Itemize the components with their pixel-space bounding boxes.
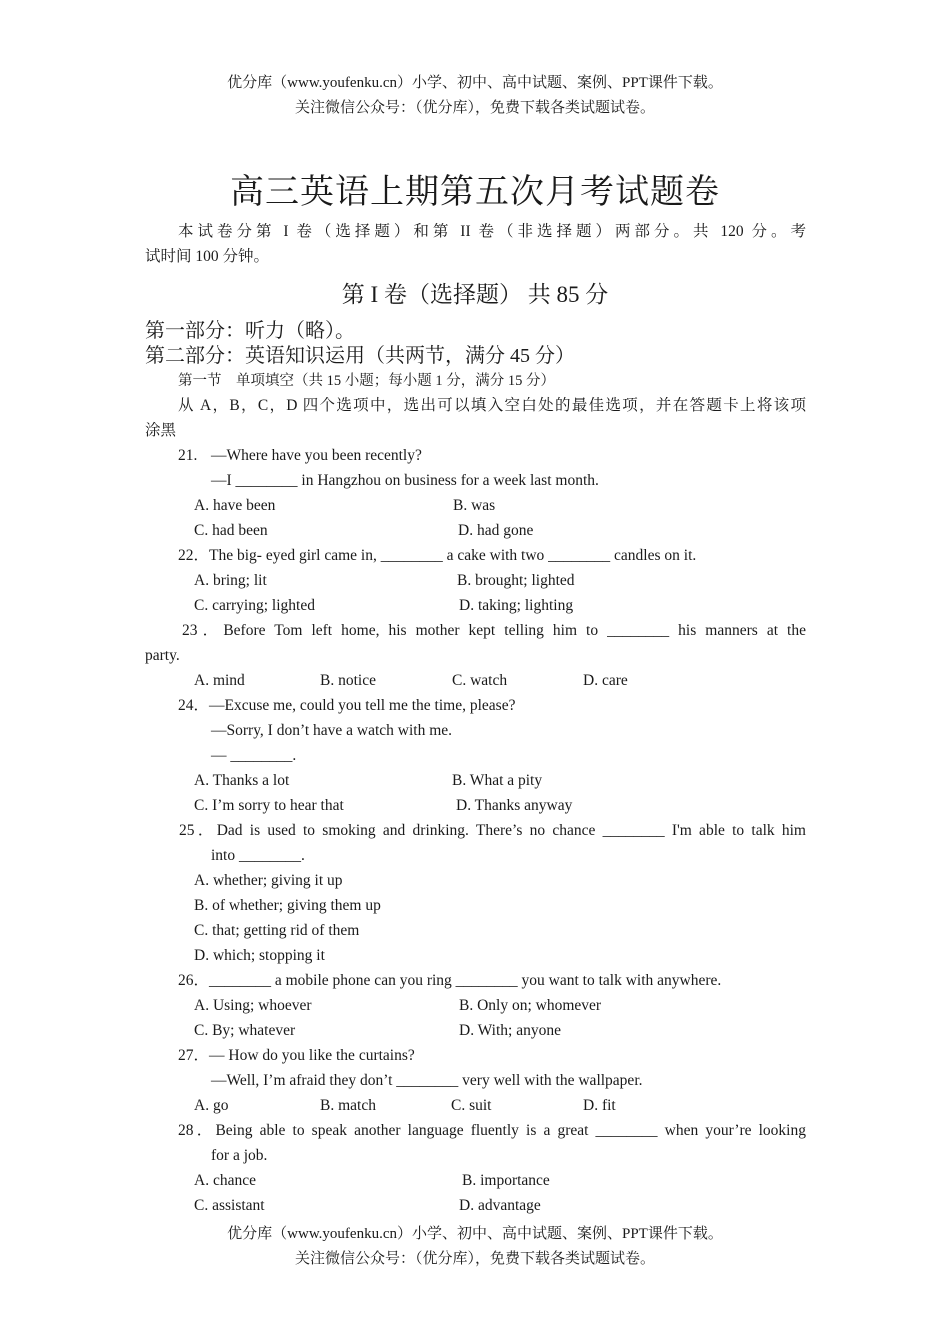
- question-28-option-d: D. advantage: [459, 1197, 541, 1214]
- instruction-line-2: 涂黑: [145, 422, 177, 439]
- question-23-option-b: B. notice: [320, 672, 376, 689]
- part-two-heading: 第二部分：英语知识运用（共两节，满分 45 分）: [145, 345, 575, 367]
- question-27-option-a: A. go: [194, 1097, 229, 1114]
- question-27-option-c: C. suit: [451, 1097, 492, 1114]
- question-27-option-d: D. fit: [583, 1097, 616, 1114]
- instruction-line-1: 从 A，B，C，D 四个选项中，选出可以填入空白处的最佳选项，并在答题卡上将该项: [178, 397, 806, 414]
- question-26-option-c: C. By; whatever: [194, 1022, 296, 1039]
- question-22-line-1: 22．The big- eyed girl came in, ________ a cake with two ________ candles on it.: [178, 547, 697, 564]
- question-23-option-c: C. watch: [452, 672, 508, 689]
- question-24-line-2: —Sorry, I don’t have a watch with me.: [211, 722, 453, 739]
- question-25-option-c: C. that; getting rid of them: [194, 922, 360, 939]
- question-25-line-2: into ________.: [211, 847, 305, 864]
- question-21-option-b: B. was: [453, 497, 496, 514]
- question-22-option-c: C. carrying; lighted: [194, 597, 315, 614]
- question-21-option-a: A. have been: [194, 497, 276, 514]
- question-26-option-b: B. Only on; whomever: [459, 997, 602, 1014]
- question-27-line-2: —Well, I’m afraid they don’t ________ very well with the wallpaper.: [211, 1072, 643, 1089]
- question-22-option-b: B. brought; lighted: [457, 572, 575, 589]
- question-26-option-a: A. Using; whoever: [194, 997, 312, 1014]
- question-21-option-d: D. had gone: [458, 522, 534, 539]
- section-title: 第 I 卷（选择题） 共 85 分: [341, 282, 609, 307]
- question-24-option-b: B. What a pity: [452, 772, 543, 789]
- question-27-line-1: 27．— How do you like the curtains?: [178, 1047, 415, 1064]
- question-21-number: 21.: [178, 447, 198, 464]
- intro-line-2: 试时间 100 分钟。: [145, 248, 270, 265]
- question-23-option-d: D. care: [583, 672, 628, 689]
- question-26-option-d: D. With; anyone: [459, 1022, 561, 1039]
- question-21-line-2: —I ________ in Hangzhou on business for a week last month.: [211, 472, 599, 489]
- question-24-line-1: 24．—Excuse me, could you tell me the time, please?: [178, 697, 516, 714]
- question-23-option-a: A. mind: [194, 672, 245, 689]
- question-25-line-1: 25．Dad is used to smoking and drinking. There’s no chance ________ I'm able to talk him: [179, 822, 806, 839]
- question-24-option-c: C. I’m sorry to hear that: [194, 797, 344, 814]
- question-26-line-1: 26．________ a mobile phone can you ring ________ you want to talk with anywhere.: [178, 972, 722, 989]
- footer-line-2: 关注微信公众号：（优分库），免费下载各类试题试卷。: [294, 1251, 655, 1267]
- question-25-option-d: D. which; stopping it: [194, 947, 325, 964]
- question-24-line-3: — ________.: [211, 747, 297, 764]
- question-25-option-a: A. whether; giving it up: [194, 872, 343, 889]
- question-22-option-a: A. bring; lit: [194, 572, 267, 589]
- subsection-heading: 第一节 单项填空（共 15 小题；每小题 1 分，满分 15 分）: [178, 373, 555, 389]
- question-25-option-b: B. of whether; giving them up: [194, 897, 381, 914]
- part-one-heading: 第一部分：听力（略）。: [145, 320, 355, 342]
- question-28-line-2: for a job.: [211, 1147, 268, 1164]
- question-23-line-2: party.: [145, 647, 180, 664]
- question-28-option-b: B. importance: [462, 1172, 550, 1189]
- question-21-line-1: —Where have you been recently?: [211, 447, 422, 464]
- footer-line-1: 优分库（www.youfenku.cn）小学、初中、高中试题、案例、PPT课件下载。: [227, 1226, 723, 1242]
- intro-line-1: 本试卷分第 I 卷（选择题）和第 II 卷（非选择题）两部分。共 120 分。考: [178, 223, 806, 240]
- question-27-option-b: B. match: [320, 1097, 376, 1114]
- question-28-option-a: A. chance: [194, 1172, 256, 1189]
- question-24-option-d: D. Thanks anyway: [456, 797, 573, 814]
- question-23-line-1: 23．Before Tom left home, his mother kept telling him to ________ his manners at the: [182, 622, 806, 639]
- question-28-option-c: C. assistant: [194, 1197, 265, 1214]
- header-line-2: 关注微信公众号：（优分库），免费下载各类试题试卷。: [294, 100, 655, 116]
- question-28-line-1: 28．Being able to speak another language fluently is a great ________ when your’re looking: [178, 1122, 806, 1139]
- question-24-option-a: A. Thanks a lot: [194, 772, 290, 789]
- page-title: 高三英语上期第五次月考试题卷: [230, 174, 720, 211]
- question-21-option-c: C. had been: [194, 522, 268, 539]
- header-line-1: 优分库（www.youfenku.cn）小学、初中、高中试题、案例、PPT课件下载。: [227, 75, 723, 91]
- question-22-option-d: D. taking; lighting: [459, 597, 574, 614]
